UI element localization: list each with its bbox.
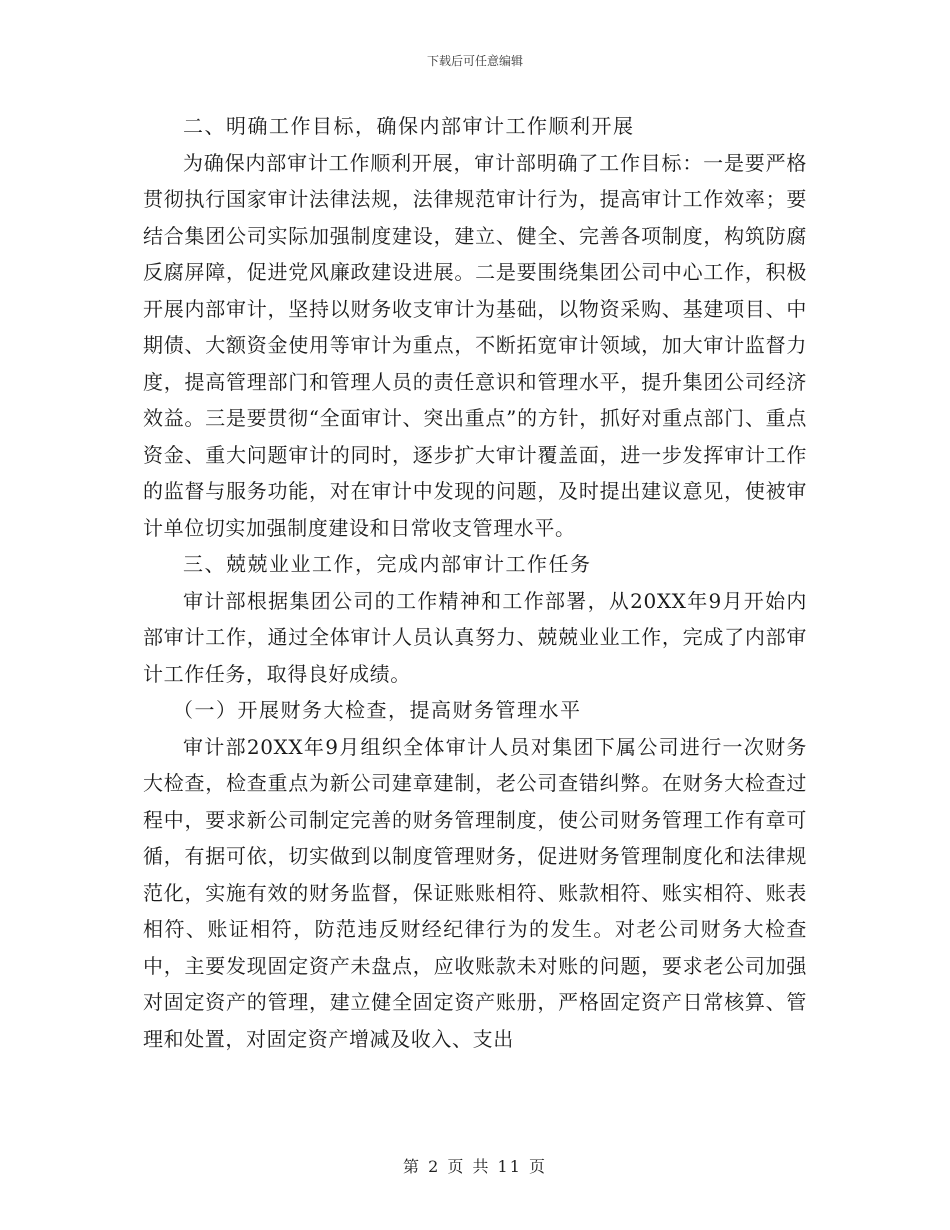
page-number: 第 2 页 共 11 页 [403,1157,547,1176]
section-heading-2: 二、明确工作目标，确保内部审计工作顺利开展 [183,114,635,138]
header-note: 下载后可任意编辑 [426,54,523,68]
document-body [143,108,807,1057]
subsection-heading-1: （一）开展财务大检查，提高财务管理水平 [173,698,582,722]
paragraph-financial-inspection: 审计部20XX年9月组织全体审计人员对集团下属公司进行一次财务大检查，检查重点为新公司建章建制，老公司查错纠弊。在财务大检查过程中，要求新公司制定完善的财务管理制度，使公司财务管理工作有章可循，有据可依，切实做到以制度管理财务，促进财务管理制度化和法律规范化，实施有效的财务监督，保证账账相符、账款相符、账实相符、账表相符、账证相符，防范违反财经纪律行为的发生。对老公司财务大检查中，主要发现固定资产未盘点，应收账款未对账的问题，要求老公司加强对固定资产的管理，建立健全固定资产账册，严格固定资产日常核算、管理和处置，对固定资产增减及收入、支出 [143,734,807,1051]
section-heading-3: 三、兢兢业业工作，完成内部审计工作任务 [183,552,592,576]
paragraph-work-goals: 为确保内部审计工作顺利开展，审计部明确了工作目标：一是要严格贯彻执行国家审计法律法规，法律规范审计行为，提高审计工作效率；要结合集团公司实际加强制度建设，建立、健全、完善各项制度，构筑防腐反腐屏障，促进党风廉政建设进展。二是要围绕集团公司中心工作，积极开展内部审计，坚持以财务收支审计为基础，以物资采购、基建项目、中期债、大额资金使用等审计为重点，不断拓宽审计领域，加大审计监督力度，提高管理部门和管理人员的责任意识和管理水平，提升集团公司经济效益。三是要贯彻“全面审计、突出重点”的方针，抓好对重点部门、重点资金、重大问题审计的同时，逐步扩大审计覆盖面，进一步发挥审计工作的监督与服务功能，对在审计中发现的问题，及时提出建议意见，使被审计单位切实加强制度建设和日常收支管理水平。 [143,150,807,540]
paragraph-audit-tasks: 审计部根据集团公司的工作精神和工作部署，从20XX年9月开始内部审计工作，通过全体审计人员认真努力、兢兢业业工作，完成了内部审计工作任务，取得良好成绩。 [143,588,807,686]
